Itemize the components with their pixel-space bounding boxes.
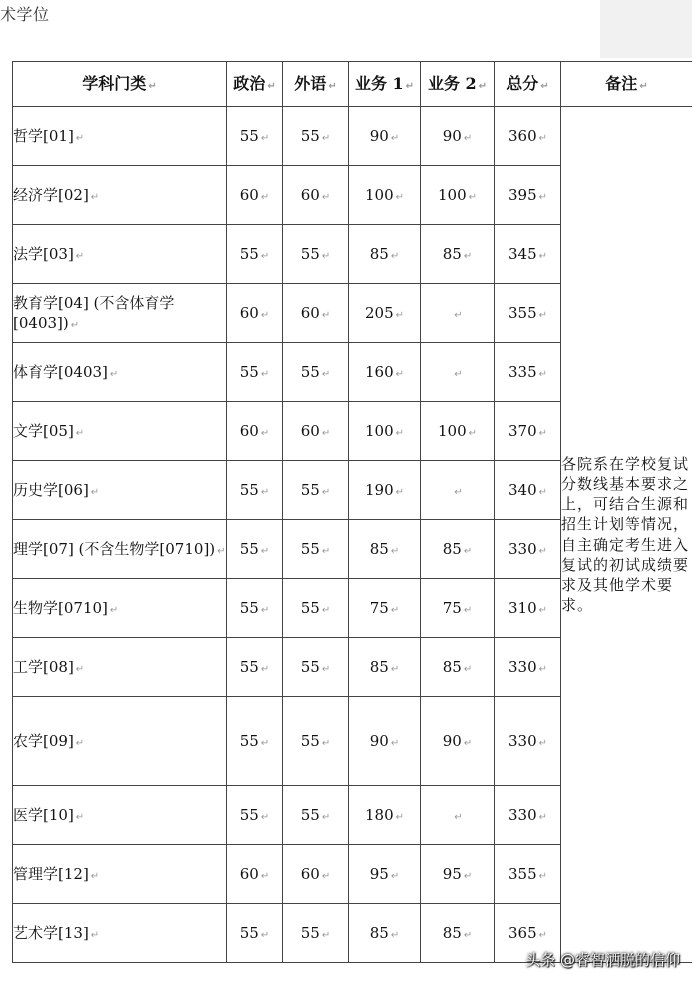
course-1-cell: 100 ↵: [349, 166, 421, 225]
foreign-language-cell: 55 ↵: [283, 461, 349, 520]
politics-cell: 55 ↵: [227, 904, 283, 963]
total-cell: 330 ↵: [495, 638, 561, 697]
page-caption: 术学位: [0, 5, 50, 24]
total-cell: 355 ↵: [495, 284, 561, 343]
course-1-cell: 100 ↵: [349, 402, 421, 461]
table-body: [13, 107, 692, 963]
table-row: [13, 107, 692, 166]
score-table-container: [12, 61, 692, 969]
total-cell: 360 ↵: [495, 107, 561, 166]
foreign-language-cell: 55 ↵: [283, 107, 349, 166]
foreign-language-cell: 60 ↵: [283, 845, 349, 904]
course-2-cell: ↵: [421, 786, 495, 845]
politics-cell: 55 ↵: [227, 638, 283, 697]
total-cell: 310 ↵: [495, 579, 561, 638]
total-cell: 355 ↵: [495, 845, 561, 904]
course-2-cell: 75 ↵: [421, 579, 495, 638]
foreign-language-cell: 55 ↵: [283, 786, 349, 845]
subject-cell: 文学[05] ↵: [13, 402, 227, 461]
total-cell: 330 ↵: [495, 520, 561, 579]
foreign-language-cell: 60 ↵: [283, 402, 349, 461]
total-cell: 395 ↵: [495, 166, 561, 225]
course-2-cell: ↵: [421, 343, 495, 402]
header-subject: 学科门类 ↵: [13, 62, 227, 107]
course-1-cell: 205 ↵: [349, 284, 421, 343]
politics-cell: 60 ↵: [227, 402, 283, 461]
subject-cell: 生物学[0710] ↵: [13, 579, 227, 638]
subject-cell: 医学[10] ↵: [13, 786, 227, 845]
header-course-2: 业务 2 ↵: [421, 62, 495, 107]
foreign-language-cell: 55 ↵: [283, 638, 349, 697]
course-1-cell: 85 ↵: [349, 904, 421, 963]
politics-cell: 60 ↵: [227, 845, 283, 904]
foreign-language-cell: 55 ↵: [283, 579, 349, 638]
foreign-language-cell: 55 ↵: [283, 225, 349, 284]
total-cell: 335 ↵: [495, 343, 561, 402]
subject-cell: 哲学[01] ↵: [13, 107, 227, 166]
course-1-cell: 85 ↵: [349, 225, 421, 284]
course-1-cell: 160 ↵: [349, 343, 421, 402]
politics-cell: 60 ↵: [227, 166, 283, 225]
remark-cell: 各院系在学校复试分数线基本要求之上，可结合生源和招生计划等情况，自主确定考生进入复试的初试成绩要求及其他学术要求。: [561, 107, 692, 963]
politics-cell: 55 ↵: [227, 461, 283, 520]
foreign-language-cell: 55 ↵: [283, 697, 349, 786]
foreign-language-cell: 55 ↵: [283, 520, 349, 579]
course-2-cell: 95 ↵: [421, 845, 495, 904]
politics-cell: 55 ↵: [227, 579, 283, 638]
subject-cell: 农学[09] ↵: [13, 697, 227, 786]
total-cell: 330 ↵: [495, 697, 561, 786]
politics-cell: 55 ↵: [227, 520, 283, 579]
total-cell: 345 ↵: [495, 225, 561, 284]
course-2-cell: 85 ↵: [421, 225, 495, 284]
subject-cell: 历史学[06] ↵: [13, 461, 227, 520]
header-course-1: 业务 1 ↵: [349, 62, 421, 107]
corner-shade: [600, 0, 692, 58]
foreign-language-cell: 55 ↵: [283, 904, 349, 963]
course-2-cell: 85 ↵: [421, 520, 495, 579]
course-2-cell: ↵: [421, 461, 495, 520]
foreign-language-cell: 60 ↵: [283, 166, 349, 225]
politics-cell: 55 ↵: [227, 697, 283, 786]
course-1-cell: 85 ↵: [349, 638, 421, 697]
politics-cell: 60 ↵: [227, 284, 283, 343]
course-2-cell: 90 ↵: [421, 107, 495, 166]
course-2-cell: 85 ↵: [421, 638, 495, 697]
course-1-cell: 90 ↵: [349, 697, 421, 786]
course-1-cell: 90 ↵: [349, 107, 421, 166]
course-2-cell: 100 ↵: [421, 402, 495, 461]
subject-cell: 体育学[0403] ↵: [13, 343, 227, 402]
foreign-language-cell: 60 ↵: [283, 284, 349, 343]
watermark: 头条 @睿智洒脱的信仰: [525, 951, 680, 969]
subject-cell: 理学[07] (不含生物学[0710]) ↵: [13, 520, 227, 579]
total-cell: 330 ↵: [495, 786, 561, 845]
header-politics: 政治 ↵: [227, 62, 283, 107]
header-row: [13, 62, 692, 107]
course-2-cell: 85 ↵: [421, 904, 495, 963]
header-remark: 备注 ↵: [561, 62, 692, 107]
course-2-cell: ↵: [421, 284, 495, 343]
subject-cell: 管理学[12] ↵: [13, 845, 227, 904]
header-foreign-language: 外语 ↵: [283, 62, 349, 107]
course-1-cell: 85 ↵: [349, 520, 421, 579]
politics-cell: 55 ↵: [227, 786, 283, 845]
subject-cell: 工学[08] ↵: [13, 638, 227, 697]
course-2-cell: 90 ↵: [421, 697, 495, 786]
foreign-language-cell: 55 ↵: [283, 343, 349, 402]
course-1-cell: 95 ↵: [349, 845, 421, 904]
course-1-cell: 180 ↵: [349, 786, 421, 845]
total-cell: 340 ↵: [495, 461, 561, 520]
politics-cell: 55 ↵: [227, 225, 283, 284]
subject-cell: 艺术学[13] ↵: [13, 904, 227, 963]
politics-cell: 55 ↵: [227, 107, 283, 166]
subject-cell: 经济学[02] ↵: [13, 166, 227, 225]
subject-cell: 法学[03] ↵: [13, 225, 227, 284]
course-2-cell: 100 ↵: [421, 166, 495, 225]
course-1-cell: 75 ↵: [349, 579, 421, 638]
politics-cell: 55 ↵: [227, 343, 283, 402]
total-cell: 365 ↵: [495, 904, 561, 963]
header-total: 总分 ↵: [495, 62, 561, 107]
subject-cell: 教育学[04] (不含体育学[0403]) ↵: [13, 284, 227, 343]
course-1-cell: 190 ↵: [349, 461, 421, 520]
total-cell: 370 ↵: [495, 402, 561, 461]
score-table: [12, 61, 692, 963]
